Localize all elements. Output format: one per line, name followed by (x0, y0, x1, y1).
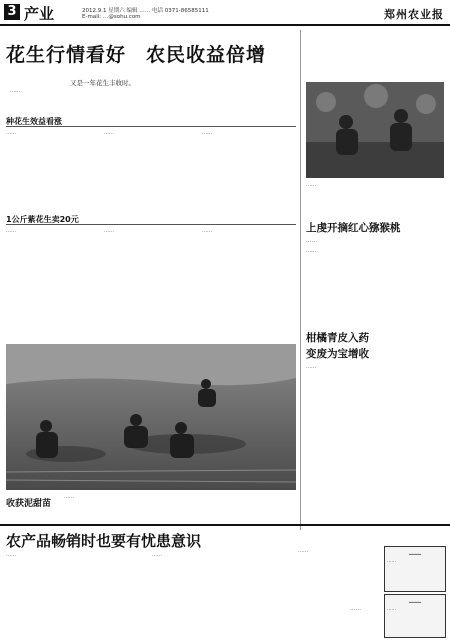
main-photo (6, 344, 296, 490)
bottom-headline: 农产品畅销时也要有忧患意识 (6, 532, 202, 550)
section-a-rule (6, 126, 296, 127)
article-column-4: …… (6, 228, 16, 234)
ad-box-1 (384, 546, 446, 592)
column-divider (300, 30, 301, 530)
sidebar-story1-body: …… (306, 248, 316, 254)
sidebar-photo-caption: …… (306, 182, 316, 188)
section-b-rule (6, 224, 296, 225)
main-photo-caption: …… (64, 494, 74, 500)
ad1-title: …… (409, 550, 421, 557)
sidebar-story1-headline: 上虔开摘红心猕猴桃 (306, 222, 401, 234)
section-number: 3 (4, 4, 20, 20)
bottom-column-2: …… (152, 552, 162, 558)
ad2-text: …… (387, 607, 396, 612)
subhead: 又是一年花生丰收时。 (70, 79, 135, 87)
bottom-signature: …… (350, 606, 361, 612)
sidebar-story2-headline-line2: 变废为宝增收 (306, 348, 369, 360)
section-heading-a: 种花生效益看涨 (6, 117, 62, 126)
bottom-rule (0, 524, 450, 526)
bottom-column-3: …… (298, 548, 308, 554)
sidebar-story2-headline-line1: 柑橘青皮入药 (306, 332, 369, 344)
header-rule (0, 24, 450, 26)
page-title: 花生行情看好 农民收益倍增 (6, 44, 267, 66)
sidebar-story2-body: …… (306, 364, 316, 370)
bottom-column-1: …… (6, 552, 16, 558)
header-meta-line2: E-mail: …@sohu.com (82, 14, 141, 20)
header-meta-line1: 2012.9.1 星期六 编辑 …… 电话 0371-86585111 (82, 8, 209, 14)
ad1-text: …… (387, 559, 396, 564)
article-column-5: …… (104, 228, 114, 234)
article-column-1: …… (6, 130, 16, 136)
article-column-2: …… (104, 130, 114, 136)
sidebar-photo (306, 82, 444, 178)
photo-label: 收获泥甜苗 (6, 499, 52, 509)
page-header (0, 0, 450, 26)
ad-box-2 (384, 594, 446, 638)
article-column-3: …… (202, 130, 212, 136)
masthead: 郑州农业报 (384, 8, 444, 21)
section-heading-b: 1公斤紫花生卖20元 (6, 215, 79, 224)
lede: …… (10, 88, 20, 94)
section-name: 产业 (24, 5, 55, 23)
ad2-title: …… (409, 598, 421, 605)
sidebar-story1-byline: …… (306, 238, 317, 244)
article-column-6: …… (202, 228, 212, 234)
